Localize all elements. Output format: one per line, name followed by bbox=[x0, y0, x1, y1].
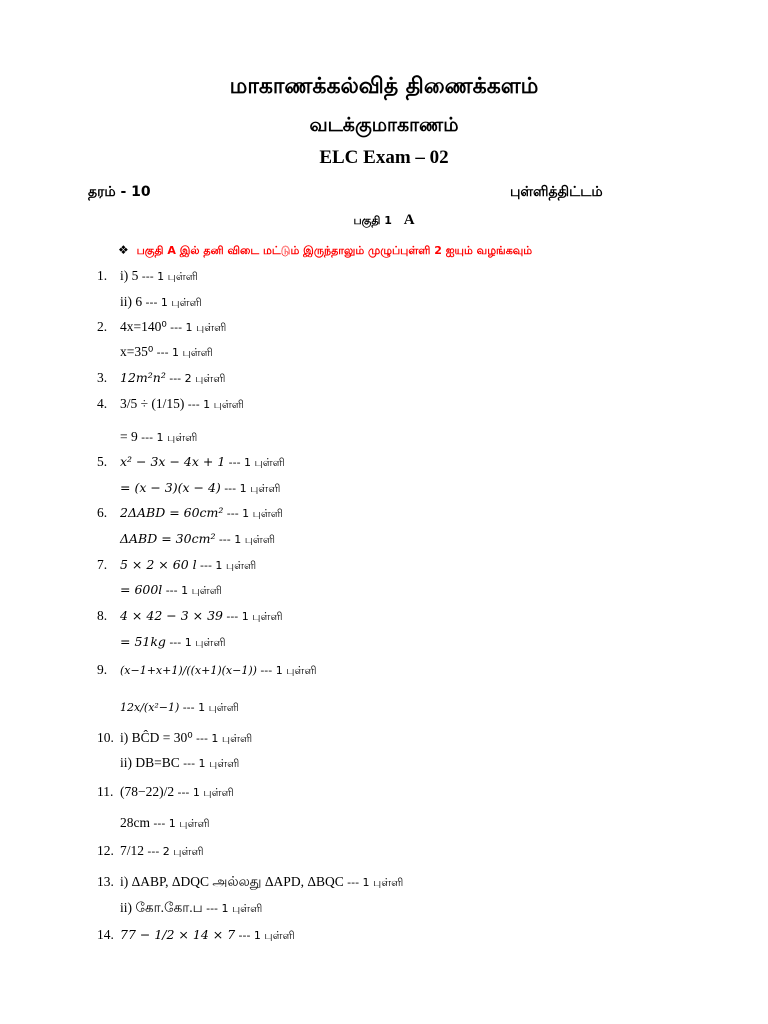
answer-text: 28cm --- 1 புள்ளி bbox=[120, 815, 210, 830]
question-number: 6. bbox=[97, 505, 108, 520]
question-number: 2. bbox=[97, 319, 108, 334]
answer-text: 4 × 42 − 3 × 39 --- 1 புள்ளி bbox=[120, 608, 283, 623]
answer-text: 77 − 1/2 × 14 × 7 --- 1 புள்ளி bbox=[120, 927, 295, 942]
question-number: 4. bbox=[97, 396, 108, 411]
section-letter: A bbox=[403, 212, 415, 228]
answer-text: ii) DB=BC --- 1 புள்ளி bbox=[120, 755, 240, 770]
instruction-note bbox=[118, 243, 532, 259]
answer-text: = 51kg --- 1 புள்ளி bbox=[120, 634, 226, 649]
question-number: 7. bbox=[97, 557, 108, 572]
answer-text: ii) கோ.கோ.ப --- 1 புள்ளி bbox=[120, 900, 263, 915]
question-number: 3. bbox=[97, 370, 108, 385]
answer-text: (x−1+x+1)/((x+1)(x−1)) --- 1 புள்ளி bbox=[120, 664, 317, 677]
section-heading bbox=[0, 212, 768, 229]
answer-text: x=35⁰ --- 1 புள்ளி bbox=[120, 344, 213, 359]
question-number: 13. bbox=[97, 874, 114, 889]
page-title: மாகாணக்கல்வித் திணைக்களம் bbox=[229, 74, 539, 99]
answer-text: = 600l --- 1 புள்ளி bbox=[120, 582, 222, 597]
answer-text: 3/5 ÷ (1/15) --- 1 புள்ளி bbox=[120, 396, 244, 411]
question-number: 11. bbox=[97, 784, 114, 799]
question-number: 10. bbox=[97, 730, 114, 745]
answer-text: 2ΔABD = 60cm² --- 1 புள்ளி bbox=[120, 505, 283, 520]
answer-text: = 9 --- 1 புள்ளி bbox=[120, 429, 198, 444]
answer-text: 7/12 --- 2 புள்ளி bbox=[120, 843, 204, 858]
question-number: 14. bbox=[97, 927, 114, 942]
answer-text: 12m²n² --- 2 புள்ளி bbox=[120, 370, 226, 385]
answer-text: ii) 6 --- 1 புள்ளி bbox=[120, 294, 202, 309]
question-number: 9. bbox=[97, 662, 108, 677]
instruction-text: பகுதி A இல் தனி விடை மட்டும் இருந்தாலும் முழுப்புள்ளி 2 ஐயும் வழங்கவும் bbox=[136, 244, 533, 257]
answer-text: i) 5 --- 1 புள்ளி bbox=[120, 268, 198, 283]
question-number: 1. bbox=[97, 268, 108, 283]
answer-text: 5 × 2 × 60 l --- 1 புள்ளி bbox=[120, 557, 257, 572]
question-number: 5. bbox=[97, 454, 108, 469]
section-label: பகுதி 1 bbox=[353, 214, 392, 227]
exam-title: ELC Exam – 02 bbox=[319, 147, 449, 168]
question-number: 8. bbox=[97, 608, 108, 623]
question-number: 12. bbox=[97, 843, 114, 858]
answer-text: ΔABD = 30cm² --- 1 புள்ளி bbox=[120, 531, 275, 546]
answer-text: (78−22)/2 --- 1 புள்ளி bbox=[120, 784, 234, 799]
answer-text: x² − 3x − 4x + 1 --- 1 புள்ளி bbox=[120, 454, 285, 469]
province-title: வடக்குமாகாணம் bbox=[309, 114, 459, 136]
answer-text: 12x/(x²−1) --- 1 புள்ளி bbox=[120, 701, 239, 714]
grade-label: தரம் - 10 bbox=[88, 184, 151, 200]
marking-scheme-label: புள்ளித்திட்டம் bbox=[510, 184, 603, 200]
answer-text: = (x − 3)(x − 4) --- 1 புள்ளி bbox=[120, 480, 281, 495]
diamond-bullet-icon: ❖ bbox=[118, 243, 129, 257]
answer-text: i) ΔABP, ΔDQC அல்லது ΔAPD, ΔBQC --- 1 புள்ளி bbox=[120, 874, 404, 889]
answer-text: i) BĈD = 30⁰ --- 1 புள்ளி bbox=[120, 730, 253, 745]
answer-text: 4x=140⁰ --- 1 புள்ளி bbox=[120, 319, 227, 334]
